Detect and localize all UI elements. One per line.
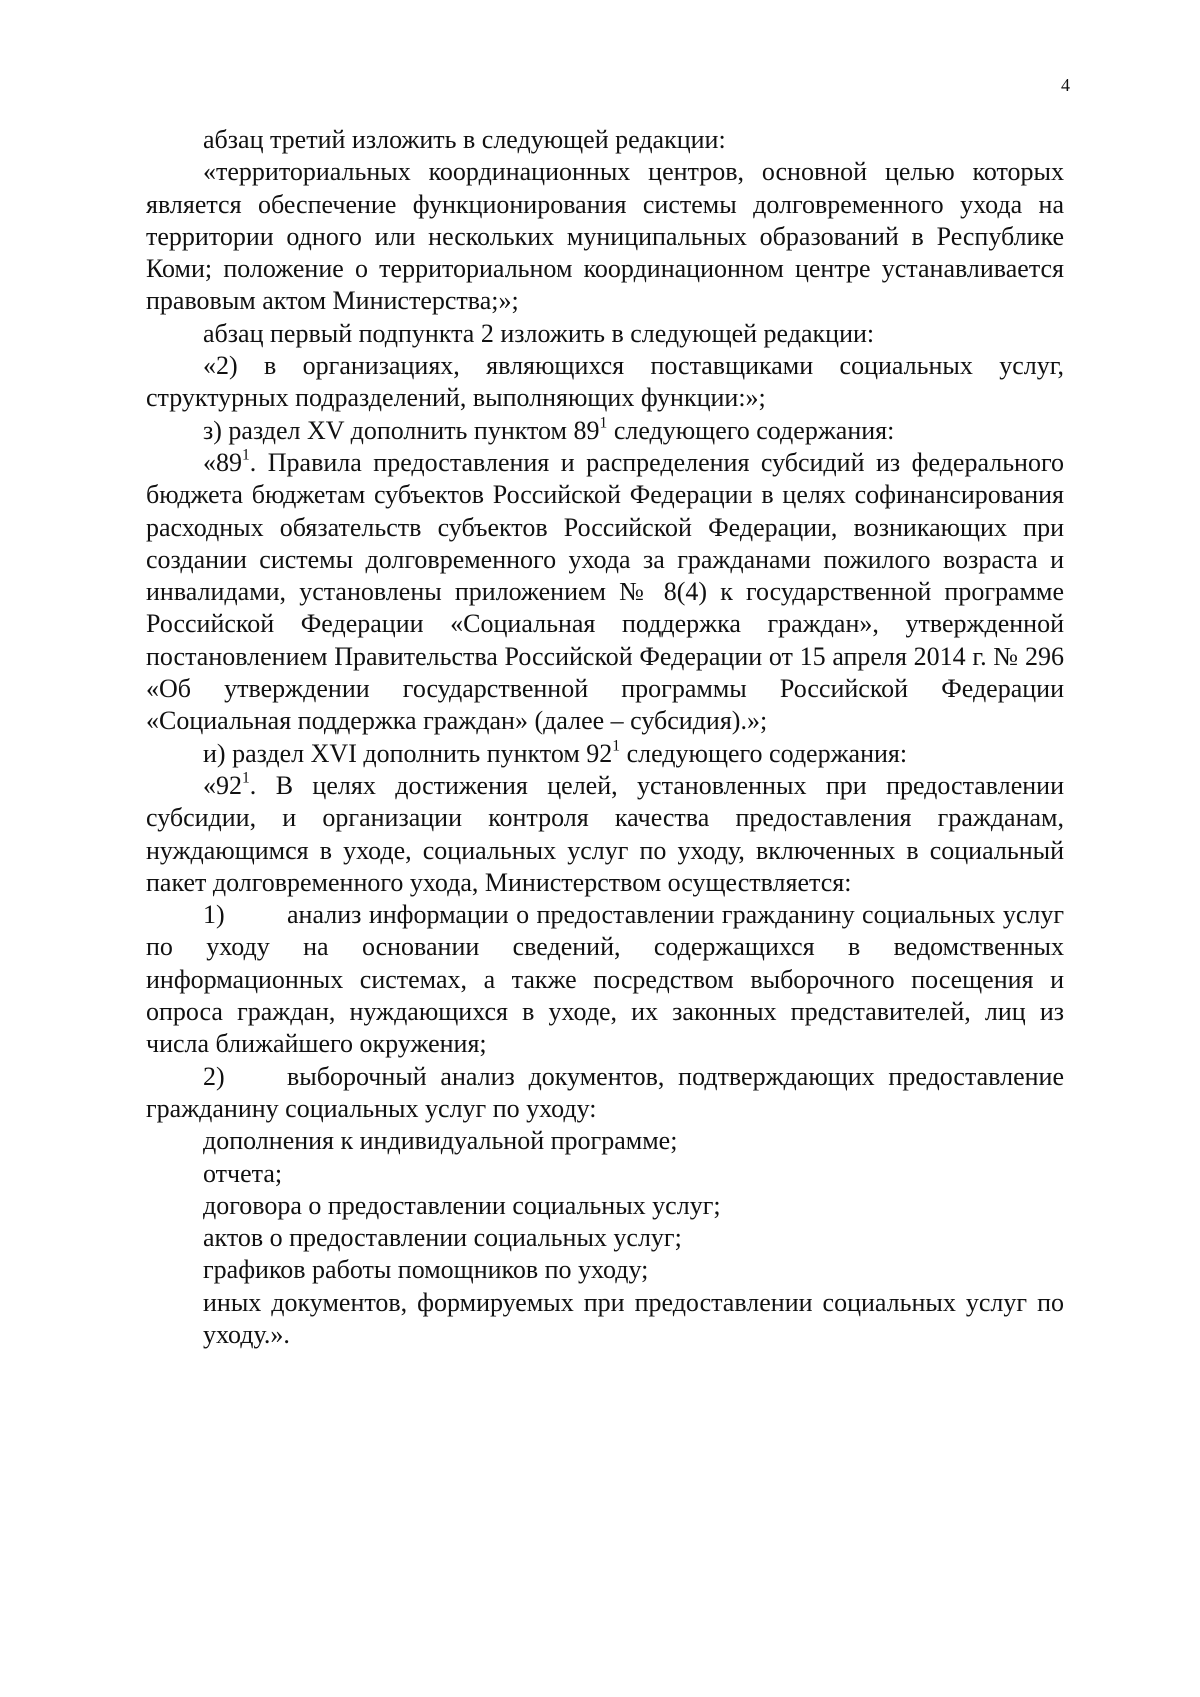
paragraph-text: . Правила предоставления и распределения субсидий из федерального бюджета бюджетам субъектов Российской Федерации в целях софинансирования расходных обязательств субъектов Российской Федерации, возникающих при создании системы долговременного ухода за гражданами пожилого возраста и инвалидами, установлены приложением № 8(4) к государственной программе Российской Федерации «Социальная поддержка граждан», утвержденной постановлением Правительства Российской Федерации от 15 апреля 2014 г. № 296 «Об утверждении государственной программы Российской Федерации «Социальная поддержка граждан» (далее – субсидия).»; <box>146 447 1064 736</box>
paragraph-text: следующего содержания: <box>620 738 908 768</box>
numbered-item <box>146 1061 1064 1126</box>
item-number: 2) <box>203 1061 225 1091</box>
superscript: 1 <box>599 413 608 431</box>
paragraph-quote <box>146 770 1064 899</box>
paragraph-text: . В целях достижения целей, установленных при предоставлении субсидии, и организации контроля качества предоставления гражданам, нуждающимся в уходе, социальных услуг по уходу, включенных в социальный пакет долговременного ухода, Министерством осуществляется: <box>146 770 1064 897</box>
numbered-item <box>146 899 1064 1060</box>
superscript: 1 <box>242 769 250 787</box>
list-item: графиков работы помощников по уходу; <box>203 1255 649 1285</box>
paragraph-text: «89 <box>203 447 242 477</box>
paragraph-text: з) раздел XV дополнить пунктом 89 <box>203 415 600 445</box>
paragraph-text: «92 <box>203 770 242 800</box>
paragraph: абзац первый подпункта 2 изложить в следующей редакции: <box>203 318 875 348</box>
page-number: 4 <box>1061 75 1070 95</box>
superscript: 1 <box>242 446 250 464</box>
list-item: отчета; <box>203 1158 283 1188</box>
paragraph-quote: «территориальных координационных центров, основной целью которых является обеспечение функционирования системы долговременного ухода на территории одного или нескольких муниципальных образований в Республике Коми; положение о территориальном координационном центре устанавливается правовым актом Министерства;»; <box>146 157 1064 316</box>
item-number: 1) <box>203 900 225 930</box>
item-text: анализ информации о предоставлении гражданину социальных услуг по уходу на основании сведений, содержащихся в ведомственных информационных системах, а также посредством выборочного посещения и опроса граждан, нуждающихся в уходе, их законных представителей, лиц из числа ближайшего окружения; <box>146 900 1064 1059</box>
paragraph-quote: «2) в организациях, являющихся поставщиками социальных услуг, структурных подразделений, выполняющих функции:»; <box>146 351 1064 413</box>
document-body <box>146 124 1064 1351</box>
list-item: дополнения к индивидуальной программе; <box>203 1126 678 1156</box>
item-text: выборочный анализ документов, подтверждающих предоставление гражданину социальных услуг по уходу: <box>146 1061 1064 1123</box>
list-item: иных документов, формируемых при предоставлении социальных услуг по уходу.». <box>203 1287 1064 1349</box>
paragraph <box>146 415 1064 447</box>
paragraph: абзац третий изложить в следующей редакции: <box>203 125 726 154</box>
paragraph <box>146 738 1064 770</box>
list-item: договора о предоставлении социальных услуг; <box>203 1190 721 1220</box>
superscript: 1 <box>612 736 621 754</box>
paragraph-text: следующего содержания: <box>607 415 895 445</box>
paragraph-quote <box>146 447 1064 738</box>
paragraph-text: и) раздел XVI дополнить пунктом 92 <box>203 738 613 768</box>
list-item: актов о предоставлении социальных услуг; <box>203 1223 682 1253</box>
